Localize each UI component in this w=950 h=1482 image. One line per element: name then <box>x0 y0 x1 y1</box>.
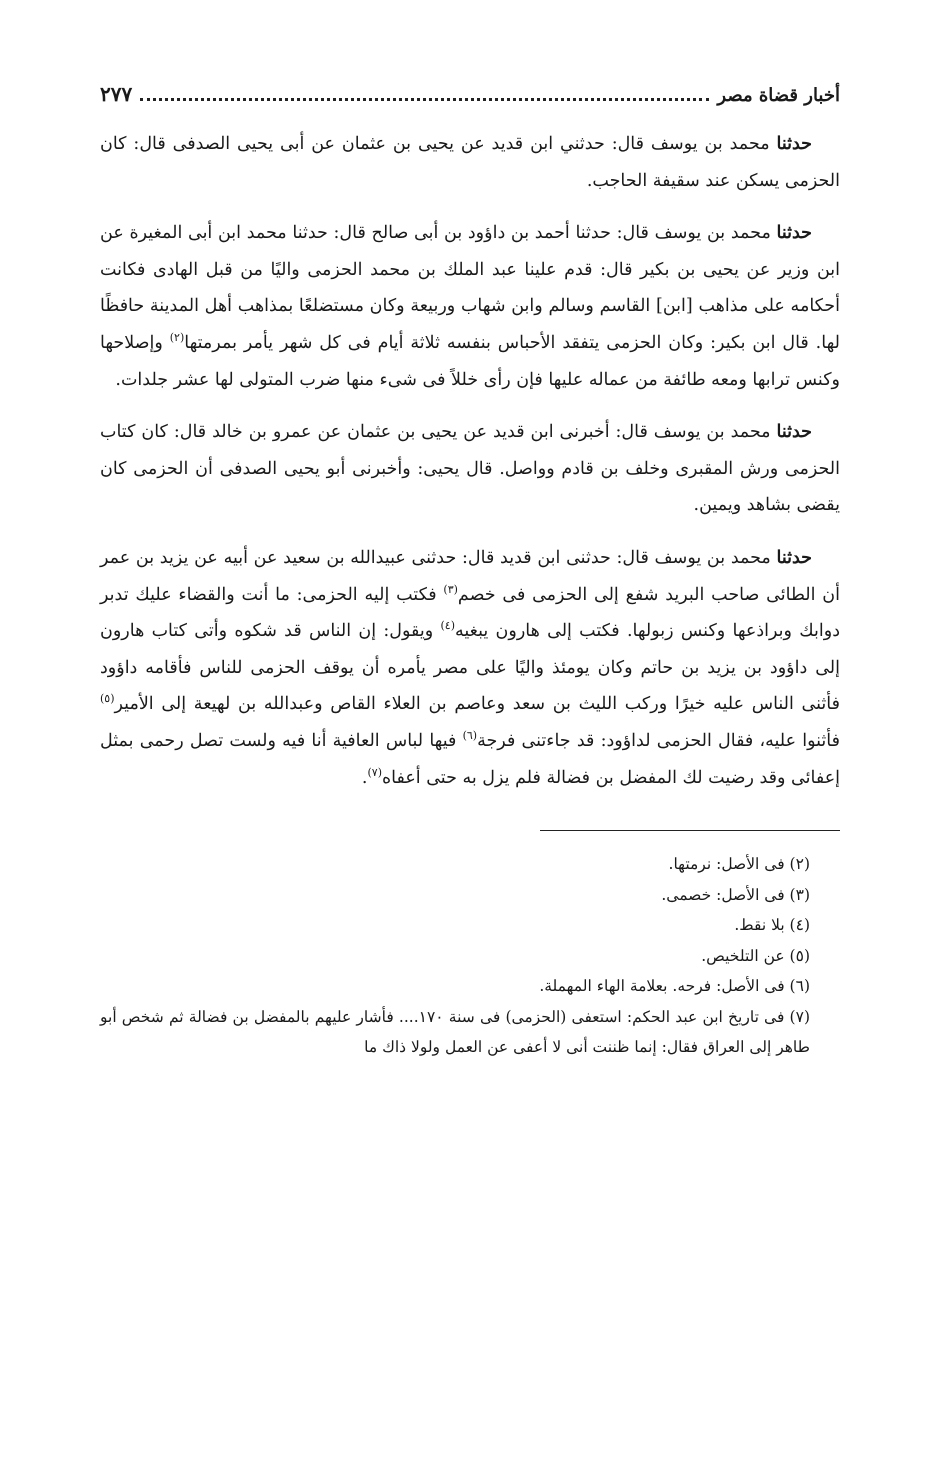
footnote-6: (٦) فى الأصل: فرحه. بعلامة الهاء المهملة. <box>539 977 810 996</box>
running-head-title: أخبار قضاة مصر <box>717 85 840 106</box>
paragraph-text: وإصلاحها وكنس ترابها ومعه طائفة من عماله عليها فإن رأى خللاً فى شىء منها ضرب المتولى لها عشر جلدات. <box>100 332 840 390</box>
footnote-separator <box>540 830 840 831</box>
running-head <box>100 82 840 122</box>
paragraph-text: محمد بن يوسف قال: حدثني ابن قديد عن يحيى بن عثمان عن أبى يحيى الصدفى قال: كان الحزمى يسكن عند سقيفة الحاجب. <box>100 134 840 191</box>
footnote-5: (٥) عن التلخيص. <box>701 946 810 965</box>
paragraph-text: فأثنوا عليه، فقال الحزمى لداؤود: قد جاءتنى فرجة <box>477 730 840 751</box>
paragraph-lead: حدثنا <box>776 223 812 244</box>
footnotes <box>100 849 840 1063</box>
footnote-7: (٧) فى تاريخ ابن عبد الحكم: استعفى (الحزمى) فى سنة ١٧٠.... فأشار عليهم بالمفضل بن فضالة ثم شخص أبو طاهر إلى العراق فقال: إنما ظننت أنى لا أعفى عن العمل ولولا ذاك ما <box>100 1007 810 1057</box>
footnote-3: (٣) فى الأصل: خصمى. <box>661 885 810 904</box>
paragraph-text: محمد بن يوسف قال: حدثنى ابن قديد قال: حدثنى عبيدالله بن سعيد عن أبيه عن يزيد بن عمر أن الطائى صاحب البريد شفع إلى الحزمى فى خصم <box>100 547 841 605</box>
paragraph-text: محمد بن يوسف قال: أخبرنى ابن قديد عن يحيى بن عثمان عن عمرو بن خالد قال: كان كتاب الحزمى ورش المقبرى وخلف بن قادم وواصل. قال يحيى: وأخبرنى أبو يحيى الصدفى أن الحزمى كان يقضى بشاهد ويمين. <box>100 422 840 516</box>
footnote-2: (٢) فى الأصل: نرمتها. <box>668 855 810 874</box>
footnote-ref: (٣) <box>443 582 458 596</box>
leader-dots <box>140 86 709 101</box>
paragraph-lead: حدثنا <box>776 422 812 443</box>
paragraph-4 <box>100 540 840 796</box>
paragraph-text: ويقول: إن الناس قد شكوه وأتى كتاب هارون إلى داؤود بن يزيد بن حاتم وكان يومئذ واليًا على مصر يأمره أن يوقف الحزمى للناس فأقامه داؤود فأثنى الناس عليه خيرًا وركب الليث بن سعد وعاصم بن العلاء القاص وعبدالله بن لهيعة إلى الأمير <box>100 621 840 715</box>
footnote-ref: (٦) <box>462 729 478 743</box>
footnote-ref: (٤) <box>440 619 455 633</box>
footnote-ref: (٢) <box>169 331 185 345</box>
footnote-ref: (٧) <box>367 765 382 779</box>
body-text <box>100 126 840 796</box>
paragraph-2 <box>100 215 840 398</box>
paragraph-lead: حدثنا <box>776 134 812 154</box>
footnote-ref: (٥) <box>100 692 115 706</box>
paragraph-text: فكتب إليه الحزمى: ما أنت والقضاء عليك تدبر دوابك وبراذعها وكنس زبولها. فكتب إلى هارون يبغيه <box>100 584 840 642</box>
paragraph-1 <box>100 126 840 199</box>
paragraph-3 <box>100 414 840 524</box>
document-page <box>100 82 840 1063</box>
paragraph-text: محمد بن يوسف قال: حدثنا أحمد بن داؤود بن أبى صالح قال: حدثنا محمد ابن أبى المغيرة عن ابن وزير عن يحيى بن بكير قال: قدم علينا عبد الملك بن محمد الحزمى واليًا من قبل الهادى فكانت أحكامه على مذاهب [ابن] القاسم وسالم وابن شهاب وربيعة وكان مستضلعًا بمذاهب أهل المدينة حافظًا لها. قال ابن بكير: وكان الحزمى يتفقد الأحباس بنفسه ثلاثة أيام فى كل شهر يأمر بمرمتها <box>100 223 840 353</box>
paragraph-text: . <box>361 767 368 788</box>
footnote-4: (٤) بلا نقط. <box>734 916 810 935</box>
paragraph-lead: حدثنا <box>776 547 812 568</box>
paragraph-text: فيها لباس العافية أنا فيه ولست تصل رحمى بمثل إعفائى وقد رضيت لك المفضل بن فضالة فلم يزل به حتى أعفاه <box>100 730 840 788</box>
page-number: ٢٧٧ <box>100 82 133 106</box>
